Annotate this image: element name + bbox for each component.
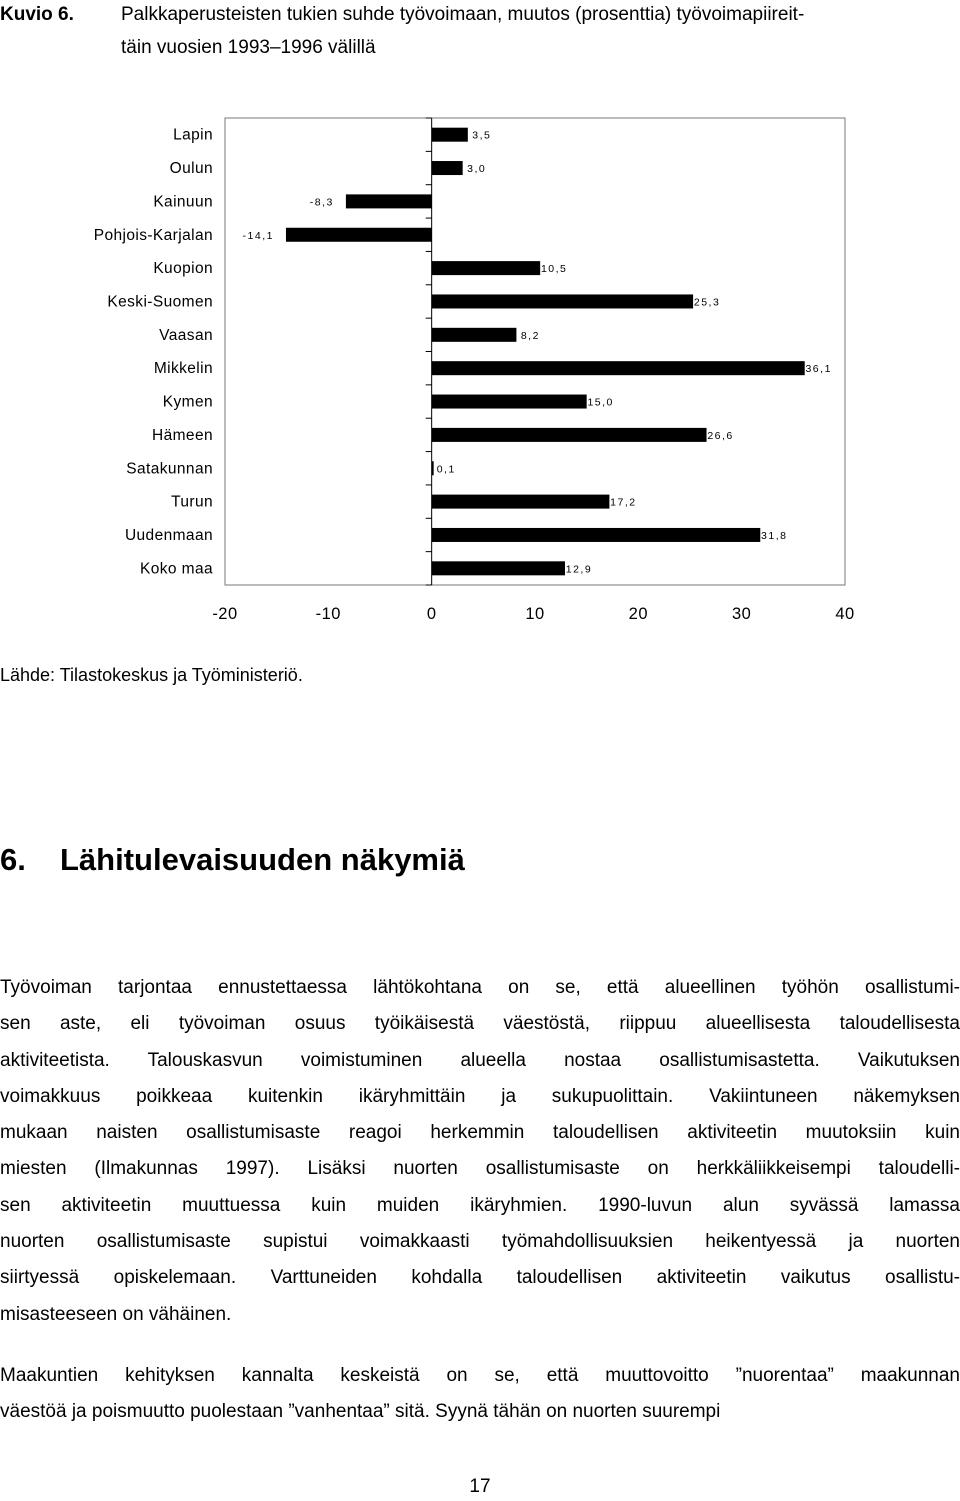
bar xyxy=(286,228,432,242)
paragraph-line: siirtyessä opiskelemaan. Varttuneiden kohdalla taloudellisen aktiviteetin vaikutus osallistu- xyxy=(0,1267,960,1289)
value-label: 15,0 xyxy=(587,396,614,409)
category-label: Hämeen xyxy=(152,426,213,444)
bar xyxy=(432,495,610,509)
paragraph-line: nuorten osallistumisaste supistui voimakkaasti työmahdollisuuksien heikentyessä ja nuorten xyxy=(0,1231,960,1253)
value-label: 0,1 xyxy=(436,463,456,476)
bar xyxy=(432,461,434,475)
paragraph-line: Työvoiman tarjontaa ennustettaessa lähtökohtana on se, että alueellinen työhön osallistumi- xyxy=(0,977,960,998)
section-number: 6. xyxy=(0,842,26,877)
category-label: Kainuun xyxy=(153,193,213,211)
x-tick-label: -10 xyxy=(315,605,342,623)
bar xyxy=(432,261,540,275)
value-label: -8,3 xyxy=(309,196,334,209)
paragraph-line: voimakkuus poikkeaa kuitenkin ikäryhmittäin ja sukupuolittain. Vakiintuneen näkemyksen xyxy=(0,1085,960,1107)
bar xyxy=(432,294,693,308)
category-label: Mikkelin xyxy=(153,360,213,378)
bar-chart xyxy=(0,110,960,630)
category-label: Turun xyxy=(171,493,213,511)
category-label: Kymen xyxy=(162,393,213,411)
bar xyxy=(432,395,587,409)
plot-frame xyxy=(225,118,845,585)
bar xyxy=(432,161,463,175)
value-label: 12,9 xyxy=(565,563,593,576)
x-tick-label: 0 xyxy=(426,605,437,623)
value-label: 31,8 xyxy=(761,529,788,542)
paragraph-line: mukaan naisten osallistumisaste reagoi herkemmin taloudellisen aktiviteetin muutoksiin kuin xyxy=(0,1122,960,1144)
x-tick-label: 20 xyxy=(628,605,649,623)
value-label: 10,5 xyxy=(540,263,568,276)
x-tick-label: 30 xyxy=(731,605,752,623)
body-paragraph-1 xyxy=(0,970,960,1333)
value-label: 3,0 xyxy=(467,163,487,176)
bar xyxy=(432,328,517,342)
category-label: Satakunnan xyxy=(126,460,213,478)
section-heading xyxy=(0,842,465,878)
paragraph-line: sen aste, eli työvoiman osuus työikäisestä väestöstä, riippuu alueellisesta taloudellisesta xyxy=(0,1013,960,1035)
value-label: 25,3 xyxy=(693,296,721,309)
category-label: Vaasan xyxy=(159,326,213,344)
category-label: Oulun xyxy=(169,160,213,178)
section-title: Lähitulevaisuuden näkymiä xyxy=(60,842,465,877)
bar xyxy=(432,428,707,442)
bar xyxy=(346,194,432,208)
source-note: Lähde: Tilastokeskus ja Työministeriö. xyxy=(0,665,303,685)
category-label: Keski-Suomen xyxy=(107,293,213,311)
bar xyxy=(432,561,565,575)
figure-title-line-2: täin vuosien 1993–1996 välillä xyxy=(121,37,376,58)
paragraph-line: misasteeseen on vähäinen. xyxy=(0,1303,232,1325)
x-tick-label: 40 xyxy=(835,605,855,623)
value-label: 8,2 xyxy=(520,329,540,342)
body-paragraph-2 xyxy=(0,1358,960,1431)
x-tick-label: -20 xyxy=(212,605,238,623)
paragraph-line: aktiviteetista. Talouskasvun voimistuminen alueella nostaa osallistumisastetta. Vaikutuksen xyxy=(0,1049,960,1071)
category-label: Pohjois-Karjalan xyxy=(93,226,213,244)
value-label: -14,1 xyxy=(242,229,274,242)
value-label: 3,5 xyxy=(472,129,492,142)
category-label: Koko maa xyxy=(140,560,213,578)
value-label: 17,2 xyxy=(610,496,637,509)
category-label: Kuopion xyxy=(153,260,213,278)
figure-caption xyxy=(0,0,960,70)
x-tick-label: 10 xyxy=(525,605,545,623)
value-label: 36,1 xyxy=(805,363,832,376)
bar xyxy=(432,361,805,375)
bar xyxy=(432,128,468,142)
figure-title-line-1: Palkkaperusteisten tukien suhde työvoimaan, muutos (prosenttia) työvoimapiireit- xyxy=(121,4,805,25)
paragraph-line: väestöä ja poismuutto puolestaan ”vanhentaa” sitä. Syynä tähän on nuorten suurempi xyxy=(0,1401,721,1423)
value-label: 26,6 xyxy=(707,429,734,442)
figure-label: Kuvio 6. xyxy=(0,4,74,25)
paragraph-line: miesten (Ilmakunnas 1997). Lisäksi nuorten osallistumisaste on herkkäliikkeisempi taloudelli- xyxy=(0,1158,960,1180)
category-label: Uudenmaan xyxy=(124,526,213,544)
category-label: Lapin xyxy=(173,126,213,144)
page-number: 17 xyxy=(469,1476,491,1497)
paragraph-line: Maakuntien kehityksen kannalta keskeistä on se, että muuttovoitto ”nuorentaa” maakunnan xyxy=(0,1365,960,1386)
bar xyxy=(432,528,761,542)
paragraph-line: sen aktiviteetin muuttuessa kuin muiden ikäryhmien. 1990-luvun alun syvässä lamassa xyxy=(0,1194,960,1216)
